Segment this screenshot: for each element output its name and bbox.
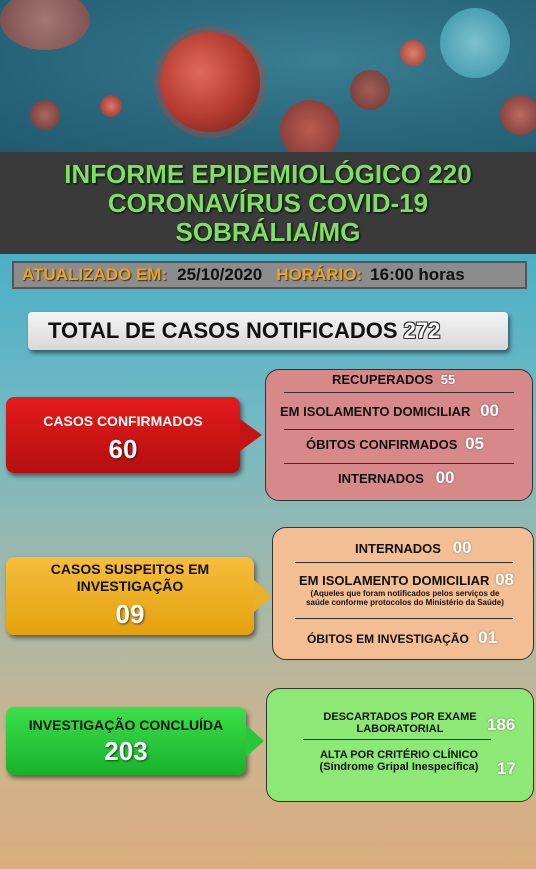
- divider: [284, 392, 514, 393]
- concluded-details-panel: [266, 688, 534, 802]
- virus-illustration: [0, 0, 90, 50]
- suspected-deaths-value: 01: [478, 628, 498, 647]
- isolation-note: [295, 589, 515, 607]
- concluded-investigation-box: [6, 707, 246, 775]
- update-info-bar: [12, 261, 527, 289]
- virus-banner-image: [0, 0, 536, 152]
- suspected-isolation-label: EM ISOLAMENTO DOMICILIAR: [299, 573, 490, 588]
- concluded-investigation-value: 203: [104, 736, 148, 766]
- virus-illustration: [440, 8, 510, 78]
- title-line-city: SOBRÁLIA/MG: [175, 217, 361, 247]
- isolation-note-line1: (Aqueles que foram notificados pelos serviços de: [310, 589, 500, 598]
- updated-date: 25/10/2020: [177, 265, 263, 284]
- updated-label: ATUALIZADO EM:: [22, 265, 168, 284]
- virus-illustration: [160, 32, 260, 132]
- discarded-label-line1: DESCARTADOS POR EXAME: [323, 711, 477, 723]
- recovered-label: RECUPERADOS: [332, 372, 434, 387]
- confirmed-cases-box: [6, 397, 240, 473]
- divider: [295, 618, 513, 619]
- confirmed-deaths-label: ÓBITOS CONFIRMADOS: [306, 437, 458, 452]
- suspected-cases-label-line2: INVESTIGAÇÃO: [76, 578, 184, 594]
- concluded-investigation-label: INVESTIGAÇÃO CONCLUÍDA: [28, 717, 224, 733]
- confirmed-details-panel: [265, 369, 533, 501]
- divider: [295, 562, 513, 563]
- isolation-note-line2: saúde conforme protocolos do Ministério da Saúde): [306, 598, 504, 607]
- virus-illustration: [30, 100, 60, 130]
- suspected-cases-box: [6, 557, 254, 635]
- confirmed-cases-value: 60: [108, 434, 138, 464]
- divider: [284, 463, 514, 464]
- virus-illustration: [500, 95, 536, 135]
- discarded-label: [315, 711, 485, 735]
- virus-illustration: [400, 40, 426, 66]
- updated-time: 16:00 horas: [370, 265, 465, 284]
- report-title: [0, 152, 536, 254]
- clinical-discharge-label: [311, 749, 487, 773]
- clinical-discharge-label-line1: ALTA POR CRITÉRIO CLÍNICO: [319, 749, 479, 761]
- divider: [284, 429, 514, 430]
- virus-illustration: [350, 70, 390, 110]
- suspected-details-panel: [272, 527, 534, 660]
- arrow-right-icon: [254, 580, 272, 612]
- suspected-isolation-value: 08: [495, 570, 514, 589]
- suspected-hospitalized-value: 00: [452, 538, 472, 557]
- time-label: HORÁRIO:: [276, 265, 363, 284]
- total-cases-banner: [28, 312, 508, 350]
- virus-illustration: [100, 95, 122, 117]
- arrow-right-icon: [240, 419, 262, 451]
- suspected-cases-label-line1: CASOS SUSPEITOS EM: [50, 561, 210, 577]
- clinical-discharge-label-line2: (Síndrome Gripal Inespecífica): [319, 761, 479, 773]
- recovered-value: 55: [440, 372, 456, 387]
- arrow-right-icon: [246, 725, 264, 757]
- suspected-cases-value: 09: [115, 599, 145, 629]
- suspected-hospitalized-label: INTERNADOS: [355, 541, 441, 556]
- divider: [303, 739, 491, 740]
- confirmed-cases-label: CASOS CONFIRMADOS: [43, 413, 203, 429]
- suspected-deaths-label: ÓBITOS EM INVESTIGAÇÃO: [307, 632, 469, 646]
- discarded-label-line2: LABORATORIAL: [356, 723, 444, 735]
- virus-illustration: [280, 100, 340, 152]
- confirmed-isolation-value: 00: [480, 401, 499, 420]
- confirmed-hospitalized-label: INTERNADOS: [338, 471, 424, 486]
- discarded-value: 186: [487, 715, 516, 734]
- total-cases-label: TOTAL DE CASOS NOTIFICADOS: [48, 318, 398, 343]
- confirmed-deaths-value: 05: [465, 434, 484, 453]
- confirmed-hospitalized-value: 00: [435, 468, 455, 487]
- title-line-disease: CORONAVÍRUS COVID-19: [107, 188, 429, 218]
- clinical-discharge-value: 17: [497, 759, 516, 778]
- confirmed-isolation-label: EM ISOLAMENTO DOMICILIAR: [280, 404, 471, 419]
- total-cases-value: 272: [403, 318, 441, 343]
- title-line-report-number: INFORME EPIDEMIOLÓGICO 220: [64, 159, 472, 189]
